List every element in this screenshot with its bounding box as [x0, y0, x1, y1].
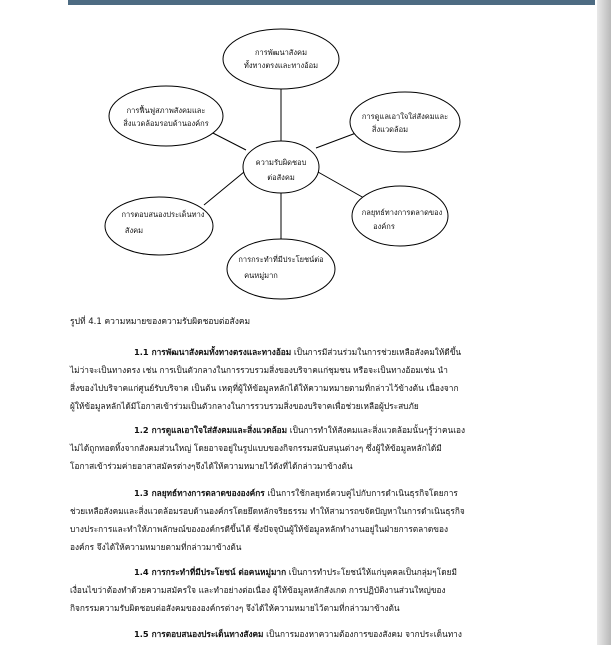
connector-line — [316, 133, 356, 148]
connector-line — [318, 172, 364, 198]
node-label: สิ่งแวดล้อมรอบด้านองค์กร — [123, 119, 209, 128]
node-label: สิ่งแวดล้อม — [371, 125, 409, 134]
node-ellipse-environment-care — [350, 92, 460, 152]
paragraph-text: เป็นการทำประโยชน์ให้แก่บุคคลเป็นกลุ่มๆโดยมี — [286, 567, 457, 577]
node-label: การพัฒนาสังคม — [254, 48, 308, 57]
figure-caption: รูปที่ 4.1 ความหมายของความรับผิดชอบต่อสังคม — [70, 317, 251, 327]
node-label: กลยุทธ์ทางการตลาดของ — [361, 208, 443, 217]
node-label: ทั้งทางตรงและทางอ้อม — [243, 61, 319, 70]
node-label: การกระทำที่มีประโยชน์ต่อ — [238, 255, 324, 264]
node-ellipse-public-benefit — [227, 239, 335, 299]
paragraph-heading: 1.1 การพัฒนาสังคมทั้งทางตรงและทางอ้อม — [134, 347, 292, 357]
paragraph-1-3 — [70, 484, 546, 556]
paragraph-text: ช่วยเหลือสังคมและสิ่งแวดล้อมรอบด้านองค์กรโดยยึดหลักจริยธรรม ทำให้สามารถขจัดปัญหาในการดำเนินธุรกิจ — [70, 506, 465, 516]
node-label: องค์กร — [373, 222, 395, 231]
paragraph-heading: 1.5 การตอบสนองประเด็นทางสังคม — [134, 629, 264, 639]
paragraph-text: เป็นการมองหาความต้องการของสังคม จากประเด็นทาง — [263, 629, 462, 639]
node-label: การดูแลเอาใจใส่สังคมและ — [361, 112, 449, 121]
paragraph-1-4 — [70, 563, 546, 617]
paragraph-1-1 — [70, 343, 546, 415]
csr-concept-diagram — [0, 0, 611, 310]
paragraph-heading: 1.3 กลยุทธ์ทางการตลาดขององค์กร — [134, 488, 265, 498]
node-ellipse-social-issues — [105, 197, 213, 255]
center-label: ความรับผิดชอบ — [255, 158, 307, 167]
paragraph-text: เป็นการทำให้สังคมและสิ่งแวดล้อมนั้นๆรู้ว่าคนเอง — [287, 425, 466, 435]
paragraph-text: เป็นการมีส่วนร่วมในการช่วยเหลือสังคมให้ดีขึ้น — [291, 347, 462, 357]
paragraph-text: เงื่อนไขว่าต้องทำด้วยความสมัครใจ และทำอย่างต่อเนื่อง ผู้ให้ข้อมูลหลักสังเกต การปฏิบัติงานส่วนใหญ่ของ — [70, 585, 446, 595]
paragraph-text: สิ่งของไปบริจาคแก่ศูนย์รับบริจาค เป็นต้น เหตุที่ผู้ให้ข้อมูลหลักได้ให้ความหมายตามที่กล่าวไว้ข้างต้น เนื่องจาก — [70, 383, 459, 393]
center-ellipse — [243, 141, 319, 193]
paragraph-1-5 — [70, 625, 546, 643]
paragraph-heading: 1.2 การดูแลเอาใจใส่สังคมและสิ่งแวดล้อม — [134, 425, 288, 435]
connector-line — [204, 172, 244, 205]
node-label: การตอบสนองประเด็นทาง — [121, 210, 205, 219]
node-label: การฟื้นฟูสภาพสังคมและ — [126, 106, 206, 115]
node-ellipse-restoration — [109, 86, 223, 146]
center-label: ต่อสังคม — [267, 173, 295, 182]
node-label: คนหมู่มาก — [244, 271, 278, 280]
paragraph-text: ผู้ให้ข้อมูลหลักได้มีโอกาสเข้าร่วมเป็นตัวกลางในการรวบรวมสิ่งของบริจาคเพื่อช่วยเหลือผู้ประสบภัย — [70, 401, 419, 411]
paragraph-text: เป็นการใช้กลยุทธ์ควบคู่ไปกับการดำเนินธุรกิจโดยการ — [264, 488, 458, 498]
paragraph-text: โอกาสเข้าร่วมค่ายอาสาสมัครต่างๆจึงได้ให้ความหมายไว้ดังที่ได้กล่าวมาข้างต้น — [70, 461, 353, 471]
node-label: สังคม — [124, 226, 144, 235]
paragraph-text: กิจกรรมความรับผิดชอบต่อสังคมขององค์กรต่างๆ จึงได้ให้ความหมายไว้ตามที่กล่าวมาข้างต้น — [70, 603, 400, 613]
paragraph-1-2 — [70, 421, 546, 475]
paragraph-text: บางประการและทำให้ภาพลักษณ์ขององค์กรดีขึ้นได้ ซึ่งปัจจุบันผู้ให้ข้อมูลหลักทำงานอยู่ในฝ่ายการตลาดของ — [70, 524, 449, 534]
paragraph-text: ไม่ว่าจะเป็นทางตรง เช่น การเป็นตัวกลางในการรวบรวมสิ่งของบริจาคแก่ชุมชน หรือจะเป็นทางอ้อมเช่น นำ — [70, 365, 448, 375]
paragraph-text: องค์กร จึงได้ให้ความหมายตามที่กล่าวมาข้างต้น — [70, 542, 242, 552]
paragraph-heading: 1.4 การกระทำที่มีประโยชน์ ต่อคนหมู่มาก — [134, 567, 287, 577]
node-ellipse-social-development — [223, 29, 339, 89]
paragraph-text: ไม่ได้ถูกทอดทิ้งจากสังคมส่วนใหญ่ โดยอาจอยู่ในรูปแบบของกิจกรรมสนับสนุนต่างๆ ซึ่งผู้ให้ข้อมูลหลักได้มี — [70, 443, 442, 453]
